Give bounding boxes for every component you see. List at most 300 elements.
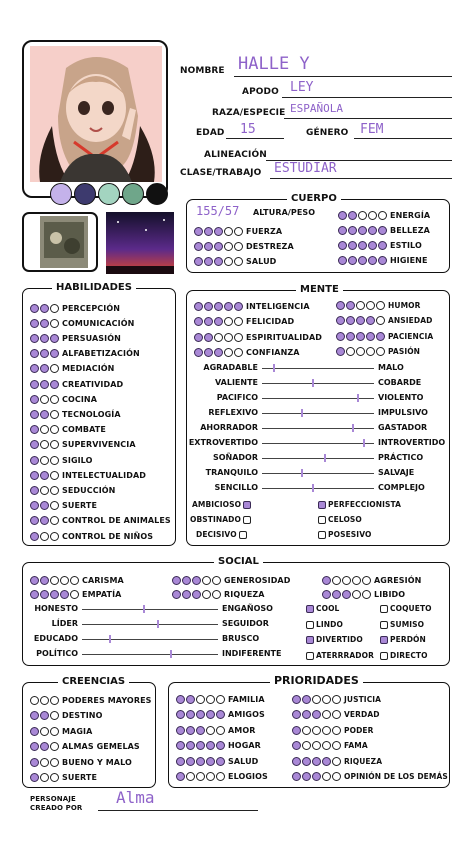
apodo-value[interactable]: LEY	[290, 80, 314, 95]
rating-dot[interactable]	[30, 742, 39, 751]
rating-dot[interactable]	[234, 348, 243, 357]
rating-dot[interactable]	[60, 576, 69, 585]
rating-dot[interactable]	[186, 695, 195, 704]
rating-dot[interactable]	[234, 227, 243, 236]
rating-dot[interactable]	[322, 741, 331, 750]
rating-dot[interactable]	[302, 772, 311, 781]
rating-dot[interactable]	[194, 257, 203, 266]
rating-dot[interactable]	[194, 302, 203, 311]
rating-dots[interactable]	[30, 486, 59, 495]
rating-dot[interactable]	[40, 773, 49, 782]
slider-track[interactable]	[82, 654, 218, 655]
rating-dot[interactable]	[172, 590, 181, 599]
rating-dot[interactable]	[192, 590, 201, 599]
rating-dot[interactable]	[40, 590, 49, 599]
rating-dots[interactable]	[194, 333, 243, 342]
rating-dot[interactable]	[60, 590, 69, 599]
rating-dots[interactable]	[30, 711, 59, 720]
rating-dot[interactable]	[40, 440, 49, 449]
rating-dot[interactable]	[40, 742, 49, 751]
rating-dot[interactable]	[204, 317, 213, 326]
rating-dot[interactable]	[322, 590, 331, 599]
slider-handle[interactable]	[312, 379, 314, 387]
rating-dots[interactable]	[30, 742, 59, 751]
rating-dot[interactable]	[302, 710, 311, 719]
rating-dot[interactable]	[202, 576, 211, 585]
rating-dot[interactable]	[50, 334, 59, 343]
rating-dot[interactable]	[50, 696, 59, 705]
check-coqueto[interactable]	[380, 604, 432, 613]
check-ambicioso[interactable]	[192, 500, 251, 509]
checkbox[interactable]	[318, 531, 326, 539]
rating-dot[interactable]	[332, 741, 341, 750]
rating-dot[interactable]	[358, 226, 367, 235]
rating-dot[interactable]	[292, 741, 301, 750]
checkbox[interactable]	[306, 652, 314, 660]
rating-dot[interactable]	[216, 741, 225, 750]
rating-dots[interactable]	[336, 332, 385, 341]
rating-dot[interactable]	[378, 241, 387, 250]
rating-dot[interactable]	[234, 242, 243, 251]
rating-dots[interactable]	[176, 710, 225, 719]
rating-dot[interactable]	[30, 516, 39, 525]
rating-dot[interactable]	[224, 257, 233, 266]
rating-dot[interactable]	[186, 741, 195, 750]
rating-dot[interactable]	[30, 471, 39, 480]
genero-value[interactable]: FEM	[360, 122, 384, 137]
check-cool[interactable]	[306, 604, 339, 613]
rating-dot[interactable]	[216, 757, 225, 766]
rating-dot[interactable]	[176, 726, 185, 735]
check-perdon[interactable]	[380, 635, 426, 644]
rating-dot[interactable]	[70, 576, 79, 585]
rating-dot[interactable]	[234, 302, 243, 311]
rating-dot[interactable]	[30, 410, 39, 419]
rating-dot[interactable]	[356, 301, 365, 310]
rating-dot[interactable]	[30, 319, 39, 328]
checkbox[interactable]	[243, 516, 251, 524]
rating-dot[interactable]	[358, 211, 367, 220]
rating-dot[interactable]	[186, 772, 195, 781]
checkbox[interactable]	[306, 605, 314, 613]
rating-dot[interactable]	[40, 471, 49, 480]
rating-dot[interactable]	[348, 226, 357, 235]
rating-dots[interactable]	[30, 410, 59, 419]
rating-dot[interactable]	[206, 695, 215, 704]
rating-dot[interactable]	[194, 242, 203, 251]
rating-dot[interactable]	[216, 695, 225, 704]
rating-dot[interactable]	[204, 257, 213, 266]
rating-dot[interactable]	[50, 758, 59, 767]
rating-dot[interactable]	[50, 471, 59, 480]
rating-dot[interactable]	[356, 347, 365, 356]
rating-dot[interactable]	[196, 772, 205, 781]
rating-dot[interactable]	[196, 726, 205, 735]
rating-dots[interactable]	[338, 211, 387, 220]
rating-dot[interactable]	[302, 695, 311, 704]
rating-dot[interactable]	[332, 576, 341, 585]
rating-dot[interactable]	[206, 772, 215, 781]
rating-dot[interactable]	[312, 726, 321, 735]
rating-dot[interactable]	[366, 301, 375, 310]
check-sumiso[interactable]	[380, 620, 424, 629]
rating-dot[interactable]	[204, 333, 213, 342]
rating-dots[interactable]	[194, 317, 243, 326]
rating-dot[interactable]	[336, 316, 345, 325]
checkbox[interactable]	[318, 516, 326, 524]
rating-dot[interactable]	[182, 576, 191, 585]
rating-dot[interactable]	[202, 590, 211, 599]
rating-dot[interactable]	[50, 516, 59, 525]
rating-dot[interactable]	[378, 226, 387, 235]
rating-dot[interactable]	[234, 333, 243, 342]
rating-dot[interactable]	[204, 348, 213, 357]
rating-dot[interactable]	[30, 773, 39, 782]
slider-track[interactable]	[262, 383, 374, 384]
rating-dot[interactable]	[40, 501, 49, 510]
rating-dot[interactable]	[378, 211, 387, 220]
rating-dot[interactable]	[352, 590, 361, 599]
rating-dot[interactable]	[206, 757, 215, 766]
rating-dot[interactable]	[30, 696, 39, 705]
rating-dot[interactable]	[368, 211, 377, 220]
rating-dot[interactable]	[50, 501, 59, 510]
rating-dots[interactable]	[338, 256, 387, 265]
rating-dot[interactable]	[378, 256, 387, 265]
rating-dot[interactable]	[196, 710, 205, 719]
rating-dot[interactable]	[50, 349, 59, 358]
rating-dot[interactable]	[292, 710, 301, 719]
slider-track[interactable]	[262, 443, 374, 444]
raza-value[interactable]: ESPAÑOLA	[290, 102, 343, 115]
rating-dot[interactable]	[182, 590, 191, 599]
rating-dot[interactable]	[30, 304, 39, 313]
rating-dot[interactable]	[346, 301, 355, 310]
rating-dot[interactable]	[322, 757, 331, 766]
rating-dot[interactable]	[224, 227, 233, 236]
slider-handle[interactable]	[273, 364, 275, 372]
rating-dot[interactable]	[376, 332, 385, 341]
slider-track[interactable]	[82, 609, 218, 610]
checkbox[interactable]	[380, 605, 388, 613]
rating-dots[interactable]	[30, 501, 59, 510]
rating-dot[interactable]	[368, 256, 377, 265]
rating-dots[interactable]	[176, 726, 225, 735]
rating-dot[interactable]	[30, 380, 39, 389]
rating-dot[interactable]	[50, 576, 59, 585]
rating-dot[interactable]	[50, 304, 59, 313]
rating-dot[interactable]	[172, 576, 181, 585]
rating-dots[interactable]	[30, 425, 59, 434]
rating-dots[interactable]	[30, 304, 59, 313]
rating-dot[interactable]	[338, 211, 347, 220]
slider-handle[interactable]	[363, 439, 365, 447]
rating-dot[interactable]	[30, 758, 39, 767]
rating-dot[interactable]	[196, 741, 205, 750]
check-posesivo[interactable]	[318, 530, 371, 539]
edad-value[interactable]: 15	[240, 122, 256, 137]
rating-dot[interactable]	[342, 590, 351, 599]
checkbox[interactable]	[380, 652, 388, 660]
rating-dot[interactable]	[346, 332, 355, 341]
slider-handle[interactable]	[352, 424, 354, 432]
rating-dots[interactable]	[292, 726, 341, 735]
rating-dot[interactable]	[30, 456, 39, 465]
rating-dot[interactable]	[368, 226, 377, 235]
rating-dot[interactable]	[312, 757, 321, 766]
rating-dot[interactable]	[196, 757, 205, 766]
slider-handle[interactable]	[357, 394, 359, 402]
rating-dot[interactable]	[40, 711, 49, 720]
rating-dot[interactable]	[50, 727, 59, 736]
rating-dots[interactable]	[172, 590, 221, 599]
rating-dot[interactable]	[214, 333, 223, 342]
rating-dot[interactable]	[214, 302, 223, 311]
rating-dot[interactable]	[356, 332, 365, 341]
rating-dot[interactable]	[224, 333, 233, 342]
checkbox[interactable]	[318, 501, 326, 509]
rating-dot[interactable]	[224, 302, 233, 311]
rating-dot[interactable]	[366, 347, 375, 356]
rating-dot[interactable]	[194, 333, 203, 342]
rating-dot[interactable]	[376, 316, 385, 325]
rating-dots[interactable]	[30, 758, 59, 767]
rating-dots[interactable]	[30, 590, 79, 599]
rating-dot[interactable]	[30, 349, 39, 358]
rating-dot[interactable]	[366, 332, 375, 341]
rating-dot[interactable]	[40, 364, 49, 373]
rating-dot[interactable]	[348, 241, 357, 250]
rating-dots[interactable]	[30, 440, 59, 449]
rating-dots[interactable]	[176, 772, 225, 781]
rating-dot[interactable]	[30, 440, 39, 449]
rating-dots[interactable]	[30, 773, 59, 782]
slider-handle[interactable]	[109, 635, 111, 643]
rating-dot[interactable]	[214, 242, 223, 251]
rating-dot[interactable]	[30, 334, 39, 343]
rating-dot[interactable]	[204, 227, 213, 236]
rating-dot[interactable]	[292, 757, 301, 766]
rating-dot[interactable]	[302, 741, 311, 750]
rating-dots[interactable]	[30, 516, 59, 525]
rating-dots[interactable]	[30, 319, 59, 328]
rating-dot[interactable]	[206, 741, 215, 750]
check-decisivo[interactable]	[196, 530, 247, 539]
checkbox[interactable]	[306, 636, 314, 644]
rating-dot[interactable]	[206, 710, 215, 719]
rating-dot[interactable]	[50, 590, 59, 599]
slider-handle[interactable]	[170, 650, 172, 658]
rating-dot[interactable]	[352, 576, 361, 585]
rating-dots[interactable]	[194, 302, 243, 311]
rating-dot[interactable]	[176, 741, 185, 750]
checkbox[interactable]	[380, 636, 388, 644]
slider-handle[interactable]	[312, 484, 314, 492]
rating-dot[interactable]	[186, 726, 195, 735]
rating-dot[interactable]	[30, 395, 39, 404]
rating-dot[interactable]	[332, 772, 341, 781]
rating-dots[interactable]	[30, 349, 59, 358]
rating-dot[interactable]	[186, 757, 195, 766]
rating-dot[interactable]	[194, 317, 203, 326]
rating-dot[interactable]	[312, 772, 321, 781]
rating-dots[interactable]	[176, 741, 225, 750]
slider-handle[interactable]	[157, 620, 159, 628]
rating-dots[interactable]	[194, 348, 243, 357]
rating-dots[interactable]	[322, 590, 371, 599]
slider-handle[interactable]	[301, 469, 303, 477]
rating-dot[interactable]	[40, 727, 49, 736]
rating-dot[interactable]	[50, 773, 59, 782]
rating-dot[interactable]	[332, 710, 341, 719]
rating-dot[interactable]	[216, 726, 225, 735]
rating-dot[interactable]	[70, 590, 79, 599]
rating-dot[interactable]	[312, 695, 321, 704]
rating-dot[interactable]	[40, 758, 49, 767]
rating-dot[interactable]	[292, 695, 301, 704]
rating-dots[interactable]	[322, 576, 371, 585]
rating-dot[interactable]	[50, 395, 59, 404]
rating-dots[interactable]	[194, 227, 243, 236]
rating-dot[interactable]	[234, 317, 243, 326]
rating-dot[interactable]	[224, 348, 233, 357]
rating-dot[interactable]	[30, 364, 39, 373]
rating-dots[interactable]	[30, 395, 59, 404]
checkbox[interactable]	[380, 621, 388, 629]
rating-dot[interactable]	[40, 334, 49, 343]
rating-dot[interactable]	[192, 576, 201, 585]
rating-dot[interactable]	[322, 576, 331, 585]
rating-dot[interactable]	[342, 576, 351, 585]
rating-dot[interactable]	[356, 316, 365, 325]
rating-dot[interactable]	[50, 486, 59, 495]
rating-dots[interactable]	[194, 242, 243, 251]
rating-dots[interactable]	[30, 456, 59, 465]
rating-dot[interactable]	[322, 695, 331, 704]
slider-track[interactable]	[262, 458, 374, 459]
rating-dots[interactable]	[194, 257, 243, 266]
rating-dots[interactable]	[30, 471, 59, 480]
rating-dot[interactable]	[216, 710, 225, 719]
rating-dot[interactable]	[30, 486, 39, 495]
rating-dot[interactable]	[214, 257, 223, 266]
rating-dot[interactable]	[50, 364, 59, 373]
rating-dot[interactable]	[30, 711, 39, 720]
altura-value[interactable]: 155/57	[196, 204, 240, 218]
slider-track[interactable]	[262, 428, 374, 429]
rating-dot[interactable]	[332, 757, 341, 766]
check-aterrrador[interactable]	[306, 651, 374, 660]
rating-dot[interactable]	[362, 590, 371, 599]
slider-handle[interactable]	[143, 605, 145, 613]
rating-dots[interactable]	[292, 757, 341, 766]
rating-dot[interactable]	[214, 317, 223, 326]
rating-dot[interactable]	[176, 695, 185, 704]
rating-dot[interactable]	[40, 380, 49, 389]
rating-dot[interactable]	[50, 319, 59, 328]
rating-dot[interactable]	[194, 227, 203, 236]
rating-dot[interactable]	[40, 456, 49, 465]
rating-dot[interactable]	[212, 576, 221, 585]
rating-dot[interactable]	[50, 440, 59, 449]
rating-dots[interactable]	[30, 576, 79, 585]
rating-dot[interactable]	[196, 695, 205, 704]
slider-track[interactable]	[262, 368, 374, 369]
rating-dot[interactable]	[332, 590, 341, 599]
rating-dots[interactable]	[30, 532, 59, 541]
rating-dot[interactable]	[332, 695, 341, 704]
rating-dot[interactable]	[50, 380, 59, 389]
rating-dot[interactable]	[40, 319, 49, 328]
rating-dot[interactable]	[40, 425, 49, 434]
rating-dot[interactable]	[176, 772, 185, 781]
rating-dot[interactable]	[50, 410, 59, 419]
rating-dots[interactable]	[292, 741, 341, 750]
rating-dot[interactable]	[30, 532, 39, 541]
slider-track[interactable]	[262, 488, 374, 489]
slider-handle[interactable]	[301, 409, 303, 417]
rating-dot[interactable]	[322, 710, 331, 719]
rating-dots[interactable]	[292, 772, 341, 781]
rating-dot[interactable]	[322, 726, 331, 735]
rating-dot[interactable]	[212, 590, 221, 599]
checkbox[interactable]	[239, 531, 247, 539]
rating-dot[interactable]	[40, 304, 49, 313]
rating-dots[interactable]	[292, 695, 341, 704]
rating-dots[interactable]	[30, 334, 59, 343]
check-lindo[interactable]	[306, 620, 343, 629]
clase-value[interactable]: ESTUDIAR	[274, 161, 337, 176]
rating-dots[interactable]	[30, 727, 59, 736]
checkbox[interactable]	[243, 501, 251, 509]
rating-dot[interactable]	[50, 711, 59, 720]
rating-dots[interactable]	[336, 316, 385, 325]
slider-handle[interactable]	[324, 454, 326, 462]
check-perfeccionista[interactable]	[318, 500, 401, 509]
rating-dot[interactable]	[40, 576, 49, 585]
slider-track[interactable]	[82, 624, 218, 625]
rating-dot[interactable]	[312, 741, 321, 750]
slider-track[interactable]	[262, 413, 374, 414]
rating-dot[interactable]	[30, 501, 39, 510]
rating-dot[interactable]	[348, 256, 357, 265]
rating-dot[interactable]	[40, 516, 49, 525]
rating-dot[interactable]	[50, 425, 59, 434]
creator-value[interactable]: Alma	[116, 788, 155, 807]
rating-dot[interactable]	[30, 590, 39, 599]
rating-dots[interactable]	[338, 241, 387, 250]
rating-dots[interactable]	[336, 347, 385, 356]
rating-dot[interactable]	[40, 696, 49, 705]
rating-dot[interactable]	[338, 226, 347, 235]
rating-dot[interactable]	[346, 347, 355, 356]
rating-dot[interactable]	[194, 348, 203, 357]
rating-dots[interactable]	[172, 576, 221, 585]
slider-track[interactable]	[82, 639, 218, 640]
rating-dot[interactable]	[176, 757, 185, 766]
rating-dot[interactable]	[348, 211, 357, 220]
rating-dot[interactable]	[186, 710, 195, 719]
rating-dot[interactable]	[312, 710, 321, 719]
rating-dot[interactable]	[366, 316, 375, 325]
rating-dot[interactable]	[214, 227, 223, 236]
rating-dot[interactable]	[302, 726, 311, 735]
rating-dot[interactable]	[50, 532, 59, 541]
rating-dot[interactable]	[358, 256, 367, 265]
rating-dot[interactable]	[50, 456, 59, 465]
rating-dot[interactable]	[336, 347, 345, 356]
rating-dot[interactable]	[30, 727, 39, 736]
